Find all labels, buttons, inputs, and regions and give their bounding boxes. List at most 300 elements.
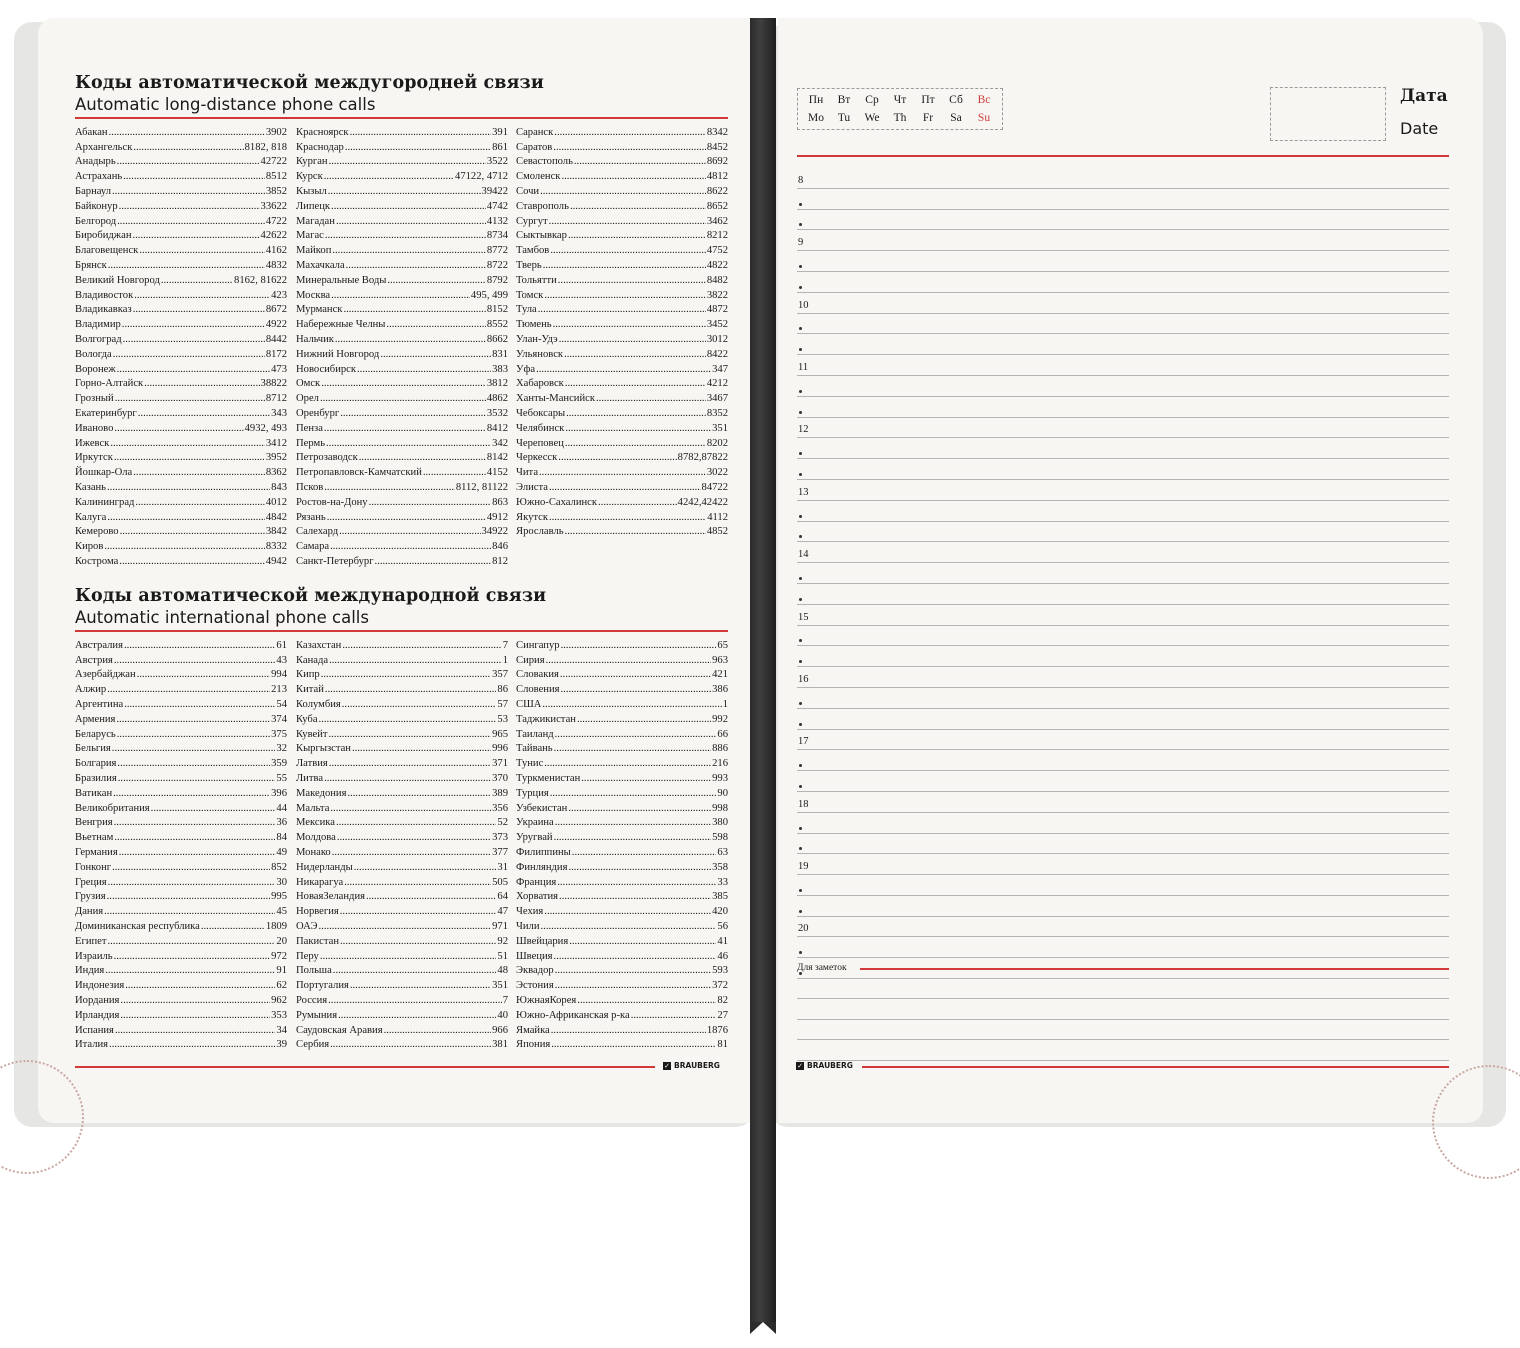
- dial-code: 33622: [260, 200, 287, 212]
- place-name: Майкоп: [296, 245, 332, 257]
- place-name: Брянск: [75, 259, 107, 271]
- place-name: Саранск: [516, 126, 554, 138]
- half-hour-row[interactable]: [797, 688, 1449, 709]
- dot-leader: [375, 556, 492, 568]
- dial-code: 4162: [265, 245, 287, 257]
- domestic-title-rule: [75, 117, 728, 119]
- dial-code: 4812: [706, 171, 728, 183]
- half-hour-row[interactable]: [797, 210, 1449, 231]
- dial-code: 66: [717, 728, 728, 740]
- dot-leader: [324, 482, 455, 494]
- international-code-entry: [296, 1022, 508, 1037]
- dial-code: 4922: [265, 319, 287, 331]
- dial-code: 47122, 4712: [455, 171, 508, 183]
- dot-leader: [115, 393, 265, 405]
- place-name: Владимир: [75, 319, 121, 331]
- dot-leader: [109, 1039, 275, 1051]
- place-name: Магас: [296, 230, 324, 242]
- dot-leader: [320, 951, 497, 963]
- place-name: Ижевск: [75, 437, 110, 449]
- place-name: Россия: [296, 994, 328, 1006]
- dial-code: 53: [497, 713, 508, 725]
- half-hour-row[interactable]: [797, 438, 1449, 459]
- place-name: Липецк: [296, 200, 331, 212]
- domestic-code-entry: [296, 346, 508, 361]
- place-name: Иордания: [75, 994, 120, 1006]
- domestic-code-entry: [296, 154, 508, 169]
- dot-leader: [544, 290, 705, 302]
- dot-leader: [554, 743, 711, 755]
- place-name: Пермь: [296, 437, 326, 449]
- place-name: Киров: [75, 541, 104, 553]
- dot-leader: [354, 862, 497, 874]
- international-code-entry: [75, 681, 287, 696]
- half-hour-row[interactable]: [797, 189, 1449, 210]
- international-code-entry: [516, 1037, 728, 1052]
- dot-leader: [577, 995, 716, 1007]
- international-code-entry: [516, 741, 728, 756]
- dial-code: 8332: [265, 541, 287, 553]
- international-code-entry: [516, 652, 728, 667]
- dot-leader: [161, 275, 233, 287]
- dial-code: 40: [497, 1009, 508, 1021]
- dial-code: 56: [717, 920, 728, 932]
- dial-code: 57: [497, 698, 508, 710]
- weekday-ru-6[interactable]: Сб: [949, 94, 963, 106]
- dot-leader: [574, 156, 706, 168]
- place-name: Португалия: [296, 980, 349, 992]
- place-name: Иваново: [75, 422, 114, 434]
- dial-code: 7: [502, 639, 508, 651]
- dial-code: 812: [492, 555, 508, 567]
- place-name: ЮжнаяКорея: [516, 994, 577, 1006]
- dot-leader: [124, 640, 275, 652]
- notes-area: [797, 978, 1449, 1061]
- domestic-code-entry: [296, 524, 508, 539]
- place-name: Аргентина: [75, 698, 124, 710]
- hour-label: 11: [798, 361, 809, 373]
- hourly-schedule: [797, 168, 1449, 979]
- place-name: Мексика: [296, 817, 335, 829]
- place-name: Биробиджан: [75, 230, 132, 242]
- dial-code: 20: [276, 935, 287, 947]
- weekday-en-6[interactable]: Sa: [950, 112, 962, 124]
- international-code-entry: [296, 726, 508, 741]
- bullet-icon: [799, 827, 802, 830]
- place-name: Петропавловск-Камчатский: [296, 467, 422, 479]
- international-code-entry: [516, 800, 728, 815]
- domestic-code-entry: [75, 124, 287, 139]
- dot-leader: [133, 467, 265, 479]
- domestic-code-entry: [75, 553, 287, 568]
- dot-leader: [324, 423, 486, 435]
- international-code-entry: [296, 889, 508, 904]
- domestic-code-entry: [516, 287, 728, 302]
- brand-logo-right: [796, 1061, 853, 1070]
- place-name: Украина: [516, 817, 554, 829]
- dial-code: 3952: [265, 452, 287, 464]
- domestic-code-entry: [296, 390, 508, 405]
- dot-leader: [105, 965, 275, 977]
- dot-leader: [565, 378, 706, 390]
- weekday-ru-1[interactable]: Пн: [808, 94, 824, 106]
- half-hour-row[interactable]: [797, 813, 1449, 834]
- domestic-code-entry: [75, 242, 287, 257]
- dot-leader: [120, 995, 270, 1007]
- weekday-en-7[interactable]: Su: [977, 112, 991, 124]
- dot-leader: [423, 467, 486, 479]
- international-code-entry: [296, 800, 508, 815]
- hour-row[interactable]: [797, 480, 1449, 501]
- weekday-en-3[interactable]: We: [864, 112, 880, 124]
- domestic-code-entry: [75, 139, 287, 154]
- dot-leader: [549, 216, 706, 228]
- half-hour-row[interactable]: [797, 626, 1449, 647]
- place-name: Куба: [296, 713, 318, 725]
- place-name: Польша: [296, 965, 332, 977]
- place-name: Череповец: [516, 437, 564, 449]
- place-name: Норвегия: [296, 906, 339, 918]
- half-hour-row[interactable]: [797, 376, 1449, 397]
- international-title-rule: [75, 630, 728, 632]
- dot-leader: [347, 788, 491, 800]
- half-hour-row[interactable]: [797, 937, 1449, 958]
- half-hour-row[interactable]: [797, 896, 1449, 917]
- place-name: Беларусь: [75, 728, 116, 740]
- domestic-code-entry: [296, 287, 508, 302]
- half-hour-row[interactable]: [797, 771, 1449, 792]
- place-name: Таджикистан: [516, 713, 576, 725]
- dial-code: 8734: [486, 230, 508, 242]
- hour-row[interactable]: [797, 667, 1449, 688]
- dial-code: 8712: [265, 393, 287, 405]
- weekday-ru-4[interactable]: Чт: [893, 94, 907, 106]
- place-name: Ростов-на-Дону: [296, 496, 368, 508]
- notes-line[interactable]: [797, 1040, 1449, 1061]
- half-hour-row[interactable]: [797, 563, 1449, 584]
- half-hour-row[interactable]: [797, 875, 1449, 896]
- dot-leader: [551, 1039, 716, 1051]
- dot-leader: [550, 245, 706, 257]
- dial-code: 846: [492, 541, 508, 553]
- international-code-entry: [75, 903, 287, 918]
- domestic-code-entry: [516, 302, 728, 317]
- dot-leader: [387, 275, 485, 287]
- dial-code: 473: [271, 363, 287, 375]
- place-name: Азербайджан: [75, 669, 136, 681]
- place-name: Йошкар-Ола: [75, 467, 133, 479]
- domestic-code-entry: [75, 228, 287, 243]
- dot-leader: [108, 936, 276, 948]
- dot-leader: [114, 832, 275, 844]
- dial-code: 4752: [706, 245, 728, 257]
- domestic-code-entry: [296, 272, 508, 287]
- dial-code: 343: [271, 407, 287, 419]
- bullet-icon: [799, 203, 802, 206]
- domestic-code-entry: [75, 509, 287, 524]
- hour-row[interactable]: [797, 168, 1449, 189]
- place-name: Калуга: [75, 511, 107, 523]
- dot-leader: [558, 275, 706, 287]
- international-code-entry: [296, 1037, 508, 1052]
- half-hour-row[interactable]: [797, 501, 1449, 522]
- dial-code: 356: [492, 802, 508, 814]
- dial-code: 351: [492, 980, 508, 992]
- dial-code: 1876: [706, 1024, 728, 1036]
- dial-code: 370: [492, 772, 508, 784]
- place-name: Псков: [296, 481, 324, 493]
- half-hour-row[interactable]: [797, 750, 1449, 771]
- domestic-code-entry: [296, 198, 508, 213]
- weekday-ru-2[interactable]: Вт: [837, 94, 851, 106]
- international-code-entry: [516, 1007, 728, 1022]
- domestic-code-entry: [296, 242, 508, 257]
- dial-code: 8162, 81622: [234, 274, 287, 286]
- international-code-entry: [516, 889, 728, 904]
- place-name: Индия: [75, 965, 105, 977]
- dial-code: 86: [497, 684, 508, 696]
- half-hour-row[interactable]: [797, 314, 1449, 335]
- place-name: Омск: [296, 378, 321, 390]
- international-code-entry: [516, 696, 728, 711]
- dial-code: 1809: [265, 920, 287, 932]
- dial-code: 38822: [260, 378, 287, 390]
- dial-code: 3822: [706, 289, 728, 301]
- dot-leader: [139, 245, 264, 257]
- place-name: Минеральные Воды: [296, 274, 387, 286]
- dot-leader: [321, 669, 491, 681]
- hour-row[interactable]: [797, 230, 1449, 251]
- bullet-icon: [799, 473, 802, 476]
- domestic-code-entry: [516, 154, 728, 169]
- international-code-entry: [75, 637, 287, 652]
- dot-leader: [120, 526, 265, 538]
- place-name: Тюмень: [516, 319, 552, 331]
- dot-leader: [560, 669, 711, 681]
- domestic-code-entry: [75, 183, 287, 198]
- dial-code: 63: [717, 846, 728, 858]
- weekday-en-1[interactable]: Mo: [808, 112, 824, 124]
- place-name: Махачкала: [296, 259, 345, 271]
- weekday-en-5[interactable]: Fr: [922, 112, 934, 124]
- dial-code: 3467: [706, 393, 728, 405]
- place-name: Великобритания: [75, 802, 150, 814]
- dot-leader: [123, 171, 265, 183]
- dial-code: 374: [271, 713, 287, 725]
- place-name: Япония: [516, 1039, 551, 1051]
- international-code-entry: [75, 696, 287, 711]
- dial-code: 8342: [706, 126, 728, 138]
- date-label-en: Date: [1400, 119, 1439, 138]
- bullet-icon: [799, 702, 802, 705]
- dot-leader: [107, 891, 270, 903]
- half-hour-row[interactable]: [797, 334, 1449, 355]
- weekday-ru-3[interactable]: Ср: [865, 94, 879, 106]
- place-name: Владивосток: [75, 289, 134, 301]
- place-name: Тольятти: [516, 274, 557, 286]
- domestic-code-entry: [296, 420, 508, 435]
- dial-code: 495, 499: [470, 289, 508, 301]
- place-name: Орел: [296, 393, 319, 405]
- dot-leader: [108, 877, 276, 889]
- dot-leader: [116, 714, 270, 726]
- dial-code: 375: [271, 728, 287, 740]
- dial-code: 8792: [486, 274, 508, 286]
- dial-code: 8202: [706, 437, 728, 449]
- half-hour-row[interactable]: [797, 459, 1449, 480]
- dial-code: 62: [276, 980, 287, 992]
- hour-row[interactable]: [797, 792, 1449, 813]
- notes-line[interactable]: [797, 1020, 1449, 1041]
- bullet-icon: [799, 951, 802, 954]
- dial-code: 992: [712, 713, 728, 725]
- notes-line[interactable]: [797, 978, 1449, 999]
- notes-line[interactable]: [797, 999, 1449, 1020]
- half-hour-row[interactable]: [797, 251, 1449, 272]
- half-hour-row[interactable]: [797, 522, 1449, 543]
- dot-leader: [559, 891, 711, 903]
- international-code-entry: [516, 948, 728, 963]
- domestic-code-entry: [516, 420, 728, 435]
- dot-leader: [568, 230, 706, 242]
- place-name: Кыргызстан: [296, 743, 351, 755]
- domestic-code-entry: [516, 435, 728, 450]
- date-box[interactable]: [1270, 87, 1386, 141]
- hour-row[interactable]: [797, 730, 1449, 751]
- place-name: Кострома: [75, 555, 119, 567]
- dot-leader: [581, 773, 711, 785]
- dial-code: 4742: [486, 200, 508, 212]
- dot-leader: [540, 186, 706, 198]
- dial-code: 4862: [486, 393, 508, 405]
- hour-row[interactable]: [797, 355, 1449, 376]
- dot-leader: [568, 862, 711, 874]
- bullet-icon: [799, 348, 802, 351]
- hour-label: 8: [798, 174, 804, 186]
- international-code-entry: [296, 637, 508, 652]
- hour-row[interactable]: [797, 854, 1449, 875]
- hour-row[interactable]: [797, 418, 1449, 439]
- dot-leader: [340, 408, 486, 420]
- domestic-code-entry: [75, 302, 287, 317]
- dot-leader: [350, 980, 491, 992]
- international-code-entry: [75, 770, 287, 785]
- dial-code: 963: [712, 654, 728, 666]
- weekday-en-2[interactable]: Tu: [837, 112, 851, 124]
- international-code-entry: [516, 770, 728, 785]
- place-name: Сочи: [516, 185, 540, 197]
- place-name: Филиппины: [516, 846, 571, 858]
- place-name: Грозный: [75, 393, 114, 405]
- international-code-entry: [75, 800, 287, 815]
- half-hour-row[interactable]: [797, 646, 1449, 667]
- domestic-code-entry: [75, 420, 287, 435]
- domestic-code-entry: [296, 435, 508, 450]
- dial-code: 385: [712, 891, 728, 903]
- domestic-code-entry: [296, 228, 508, 243]
- dot-leader: [569, 936, 716, 948]
- international-code-entry: [75, 1037, 287, 1052]
- bullet-icon: [799, 785, 802, 788]
- international-code-entry: [296, 948, 508, 963]
- dial-code: 36: [276, 817, 287, 829]
- place-name: Индонезия: [75, 980, 125, 992]
- half-hour-row[interactable]: [797, 584, 1449, 605]
- half-hour-row[interactable]: [797, 397, 1449, 418]
- place-name: Хабаровск: [516, 378, 564, 390]
- domestic-code-entry: [75, 361, 287, 376]
- international-code-entry: [516, 681, 728, 696]
- place-name: Екатеринбург: [75, 407, 137, 419]
- international-code-entry: [296, 874, 508, 889]
- dial-code: 4152: [486, 467, 508, 479]
- domestic-code-entry: [75, 464, 287, 479]
- place-name: Казахстан: [296, 639, 342, 651]
- hour-row[interactable]: [797, 542, 1449, 563]
- notes-label: Для заметок: [797, 963, 847, 973]
- place-name: Великий Новгород: [75, 274, 160, 286]
- dial-code: 34922: [481, 526, 508, 538]
- place-name: Абакан: [75, 126, 108, 138]
- hour-row[interactable]: [797, 293, 1449, 314]
- half-hour-row[interactable]: [797, 709, 1449, 730]
- domestic-code-entry: [296, 183, 508, 198]
- dot-leader: [565, 526, 706, 538]
- dot-leader: [332, 245, 485, 257]
- international-code-entry: [296, 933, 508, 948]
- place-name: Египет: [75, 935, 107, 947]
- dial-code: 8452: [706, 141, 728, 153]
- dial-code: 593: [712, 965, 728, 977]
- dial-code: 359: [271, 758, 287, 770]
- international-code-entry: [296, 1007, 508, 1022]
- weekday-ru-5[interactable]: Пт: [921, 94, 935, 106]
- international-code-entry: [296, 681, 508, 696]
- dot-leader: [137, 669, 270, 681]
- dial-code: 52: [497, 817, 508, 829]
- dial-code: 598: [712, 832, 728, 844]
- half-hour-row[interactable]: [797, 272, 1449, 293]
- place-name: Кипр: [296, 669, 320, 681]
- dot-leader: [344, 877, 491, 889]
- place-name: Оренбург: [296, 407, 340, 419]
- dot-leader: [336, 817, 496, 829]
- dial-code: 39422: [481, 185, 508, 197]
- dial-code: 44: [276, 802, 287, 814]
- dial-code: 54: [276, 698, 287, 710]
- place-name: Сирия: [516, 654, 545, 666]
- weekday-ru-7[interactable]: Вс: [977, 94, 991, 106]
- dial-code: 8142: [486, 452, 508, 464]
- international-code-entry: [296, 918, 508, 933]
- international-code-entry: [75, 889, 287, 904]
- dial-code: 8692: [706, 156, 728, 168]
- half-hour-row[interactable]: [797, 834, 1449, 855]
- dial-code: 8662: [486, 333, 508, 345]
- place-name: Курск: [296, 171, 323, 183]
- place-name: Израиль: [75, 950, 113, 962]
- place-name: Барнаул: [75, 185, 112, 197]
- place-name: Челябинск: [516, 422, 565, 434]
- bullet-icon: [799, 639, 802, 642]
- weekday-en-4[interactable]: Th: [893, 112, 907, 124]
- hour-label: 12: [798, 424, 809, 436]
- dot-leader: [566, 408, 706, 420]
- place-name: Венгрия: [75, 817, 113, 829]
- place-name: Алжир: [75, 684, 107, 696]
- hour-row[interactable]: [797, 605, 1449, 626]
- hour-row[interactable]: [797, 917, 1449, 938]
